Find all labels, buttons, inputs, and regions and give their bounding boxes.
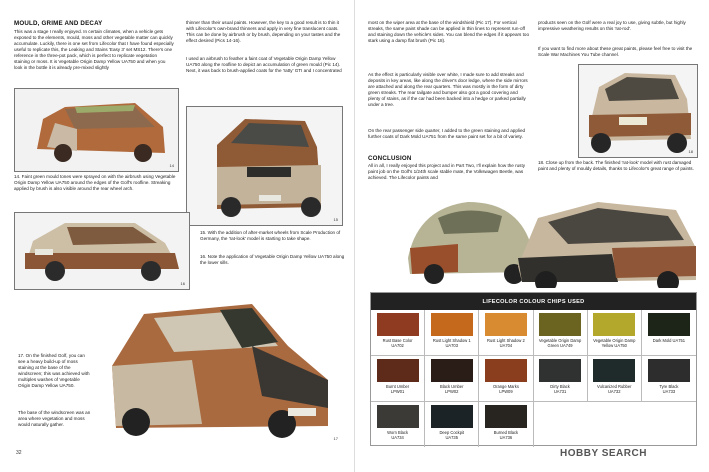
colour-swatch bbox=[377, 313, 419, 336]
chip-name: Vegetable Origin Damp Yellow UA750 bbox=[593, 338, 636, 348]
body-text-r-col1b: As the effect is particularly visible over white, I made sure to add streaks and deposits in key areas, like along the driver's door ledge, where the side mirrors are attached and along the rear quarters. This was mostly in the form of dirty green streaks. The rear tailgate and bumper also got a good covering and plenty of stains, as if the car had been backed into a hedge or parked partially under a tree. bbox=[368, 72, 528, 107]
chip-dirty-black bbox=[534, 356, 588, 402]
colour-swatch bbox=[539, 313, 581, 336]
chip-code: LPW02 bbox=[445, 389, 459, 394]
chip-deep-cockpit bbox=[425, 402, 479, 447]
chip-code: UA732 bbox=[607, 389, 621, 394]
colour-swatch bbox=[593, 313, 635, 336]
page-spine bbox=[354, 0, 355, 472]
colour-swatch bbox=[485, 405, 527, 428]
chip-name: Deep Cockpit bbox=[439, 430, 465, 435]
chip-rust-base-color bbox=[371, 310, 425, 356]
body-text-r-col2b: If you want to find more about these great paints, please feel free to visit the Scale War Machines You Tube channel. bbox=[538, 46, 693, 57]
caption-15: 15. With the addition of after-market wheels from Scale Production of Germany, the 'rat-look' model is starting to take shape. bbox=[200, 230, 341, 241]
golf-side-view bbox=[15, 213, 189, 289]
photo-number: 14 bbox=[169, 163, 174, 168]
photo-18 bbox=[578, 64, 698, 158]
golf-finished-view bbox=[92, 296, 342, 444]
chip-worn-black bbox=[371, 402, 425, 447]
watermark: HOBBY SEARCH bbox=[560, 448, 647, 459]
photo-15 bbox=[186, 106, 343, 226]
colour-swatch bbox=[431, 313, 473, 336]
chip-code: UA734 bbox=[391, 435, 404, 440]
chip-damp-yellow bbox=[588, 310, 642, 356]
chip-damp-green bbox=[534, 310, 588, 356]
chip-grid bbox=[371, 310, 696, 447]
photo-number: 18 bbox=[688, 149, 693, 154]
chip-name: Tyre Black bbox=[659, 384, 679, 389]
photo-16 bbox=[14, 212, 190, 290]
chip-dark-mold bbox=[642, 310, 696, 356]
photo-number: 16 bbox=[180, 281, 185, 286]
chip-name: Burnt Umber bbox=[385, 384, 410, 389]
chip-code: UA733 bbox=[662, 389, 676, 394]
chip-name: Dark Mold UA751 bbox=[652, 338, 686, 343]
colour-swatch bbox=[377, 405, 419, 428]
caption-14: 14. Faint green mould tones were sprayed on with the airbrush using Vegetable Origin Damp Yellow UA750 around the edges of the Golf's roofline. Streaking applied by brush is also visible around the rear wheel arch. bbox=[14, 174, 176, 191]
colour-swatch bbox=[539, 359, 581, 382]
colour-swatch bbox=[485, 313, 527, 336]
colour-swatch bbox=[431, 359, 473, 382]
chip-vulcanized-rubber bbox=[588, 356, 642, 402]
body-text-col1: This was a stage I really enjoyed. In certain climates, when a vehicle gets exposed to the elements, mould, moss and other vegetable matter can quickly accumulate. Luckily, there is one set from Lifecolor that I have found especially useful to replicate this, the Leaking and Stains 'Easy 3' set MS12. There's one reference in the three-pot pack, which is perfect to replicate vegetation staining or moss. It is Vegetable Origin Damp Yellow UA750 and when you look in the bottle it is already pre-mixed slightly bbox=[14, 29, 174, 70]
chip-burnt-umber bbox=[371, 356, 425, 402]
caption-16: 16. Note the application of Vegetable Origin Damp Yellow UA750 along the lower sills. bbox=[200, 254, 345, 265]
photo-17 bbox=[92, 296, 342, 444]
beetle-and-golf-photo bbox=[398, 188, 698, 288]
chip-name: Rust Light Shadow 1 UA703 bbox=[432, 338, 471, 348]
chip-orange-marks bbox=[479, 356, 533, 402]
chip-name: Worn Black bbox=[387, 430, 408, 435]
colour-swatch bbox=[377, 359, 419, 382]
photo-14 bbox=[14, 88, 179, 172]
colour-swatch bbox=[593, 359, 635, 382]
caption-17a: 17. On the finished Golf, you can see a heavy build-up of moss staining at the base of the windscreen; this was achieved with multiples washes of Vegetable Origin Damp Yellow UA750. bbox=[18, 353, 90, 388]
chip-black-umber bbox=[425, 356, 479, 402]
chip-name: Rust Base Color bbox=[382, 338, 413, 343]
chip-rust-light-shadow-1 bbox=[425, 310, 479, 356]
colour-swatch bbox=[648, 313, 690, 336]
section-heading: MOULD, GRIME AND DECAY bbox=[14, 20, 103, 27]
chip-name: Burned Black bbox=[493, 430, 519, 435]
caption-18: 18. Close up from the back. The finished 'rat-look' model with rust damaged paint and plenty of mouldy details, thanks to Lifecolor's great range of paints. bbox=[538, 160, 694, 171]
chip-tyre-black bbox=[642, 356, 696, 402]
chip-code: UA736 bbox=[499, 435, 513, 440]
chip-name: Black Umber bbox=[440, 384, 464, 389]
beetle-and-golf-image bbox=[398, 188, 698, 288]
photo-number: 15 bbox=[333, 217, 338, 222]
photo-number: 17 bbox=[333, 436, 338, 441]
golf-rear-closeup bbox=[579, 65, 697, 157]
chips-table-title: LIFECOLOR COLOUR CHIPS USED bbox=[371, 293, 696, 310]
chip-code: LPW01 bbox=[390, 389, 405, 394]
chip-name: Vegetable Origin Damp Green UA749 bbox=[538, 338, 582, 348]
chip-name: Rust Light Shadow 2 UA704 bbox=[487, 338, 525, 348]
chip-burned-black bbox=[479, 402, 533, 447]
chip-code: UA731 bbox=[553, 389, 567, 394]
golf-body-rear-view bbox=[15, 89, 178, 171]
chip-name: Orange Marks bbox=[492, 384, 519, 389]
golf-front-view bbox=[187, 107, 342, 225]
colour-chips-table bbox=[370, 292, 697, 446]
body-text-col2a: thinner than their usual paints. However, the key to a good result is to thin it with Lifecolor's own-brand thinners and apply in very fine translucent coats. This can be done by airbrush or by brush, depending on your tastes and the effect desired (Pics 14-16). bbox=[186, 20, 341, 43]
chip-name: Dirty Black bbox=[550, 384, 570, 389]
colour-swatch bbox=[431, 405, 473, 428]
body-text-r-col1c: On the rear passenger side quarter, I added to the green staining and applied further coats of Dark Mold UA751 from the same paint set for a bit of variety. bbox=[368, 128, 526, 139]
page-number: 32 bbox=[16, 450, 22, 456]
caption-17b: The base of the windscreen was an area where vegetation and moss would naturally gather. bbox=[18, 410, 91, 427]
conclusion-heading: CONCLUSION bbox=[368, 155, 412, 162]
chip-name: Vulcanized Rubber bbox=[597, 384, 632, 389]
chip-code: UA735 bbox=[445, 435, 458, 440]
body-text-col2b: I used an airbrush to feather a faint coat of Vegetable Origin Damp Yellow UA750 along the roofline to depict an accumulation of green mould (Pic 14). Next, it was back to brush-applied coats for the 'ratty' GTI and I concentrated bbox=[186, 56, 342, 73]
colour-swatch bbox=[648, 359, 690, 382]
chip-code: LPW09 bbox=[499, 389, 513, 394]
colour-swatch bbox=[485, 359, 527, 382]
body-text-r-col1a: most on the wiper area at the base of the windshield (Pic 17). For vertical streaks, the same paint shade can be applied in thin lines to represent run-off and staining down the vehicle's sides. You can blend the edges if it appears too stark using a damp flat brush (Pic 18). bbox=[368, 20, 530, 43]
chip-code: UA702 bbox=[391, 343, 404, 348]
conclusion-text: All in all, I really enjoyed this project and in Part Two, I'll explain how the rusty paint job on the Golf's 1/24th scale stable mate, the Volkswagen Beetle, was achieved. The Lifecolor paints and bbox=[368, 163, 526, 180]
chip-rust-light-shadow-2 bbox=[479, 310, 533, 356]
body-text-r-col2a: products seen on the Golf were a real joy to use, giving subtle, but highly impressive weathering results on this 'rat-rod'. bbox=[538, 20, 686, 31]
